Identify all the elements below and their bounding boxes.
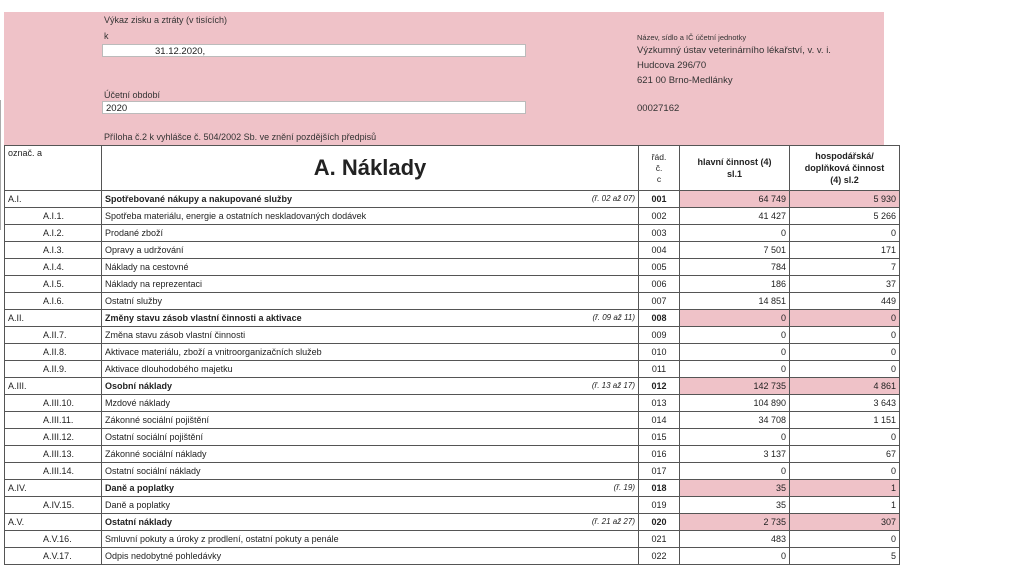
row-code: A.IV. [5, 480, 102, 497]
row-code: A.V.16. [5, 531, 102, 548]
row-economic-activity: 0 [790, 463, 900, 480]
row-range: (ř. 19) [613, 483, 635, 492]
row-main-activity: 64 749 [680, 191, 790, 208]
row-main-activity: 0 [680, 429, 790, 446]
row-text: Náklady na reprezentaci [105, 279, 203, 289]
row-text: Náklady na cestovné [105, 262, 189, 272]
row-number: 008 [639, 310, 680, 327]
row-economic-activity: 3 643 [790, 395, 900, 412]
table-row [5, 293, 900, 310]
table-row [5, 412, 900, 429]
entity-name: Výzkumný ústav veterinárního lékařství, v. v. i. [637, 45, 831, 56]
row-code: A.I.3. [5, 242, 102, 259]
row-range: (ř. 13 až 17) [591, 381, 635, 390]
row-number: 007 [639, 293, 680, 310]
row-code: A.II.7. [5, 327, 102, 344]
row-number: 002 [639, 208, 680, 225]
row-economic-activity: 5 930 [790, 191, 900, 208]
table-header-row [5, 146, 900, 191]
row-text-cell [102, 497, 639, 514]
row-number: 019 [639, 497, 680, 514]
row-main-activity: 7 501 [680, 242, 790, 259]
row-number: 017 [639, 463, 680, 480]
row-economic-activity: 5 [790, 548, 900, 565]
row-economic-activity: 0 [790, 327, 900, 344]
row-text: Daně a poplatky [105, 483, 175, 493]
row-text: Ostatní náklady [105, 517, 173, 527]
row-code: A.I. [5, 191, 102, 208]
row-economic-activity: 1 [790, 480, 900, 497]
row-code: A.III. [5, 378, 102, 395]
row-text: Aktivace materiálu, zboží a vnitroorganizačních služeb [105, 347, 322, 357]
row-text-cell [102, 429, 639, 446]
table-row [5, 395, 900, 412]
table-row [5, 497, 900, 514]
row-main-activity: 2 735 [680, 514, 790, 531]
row-number: 014 [639, 412, 680, 429]
row-economic-activity: 1 [790, 497, 900, 514]
row-range: (ř. 09 až 11) [592, 313, 635, 322]
row-text-cell [102, 242, 639, 259]
row-main-activity: 142 735 [680, 378, 790, 395]
row-text: Změna stavu zásob vlastní činnosti [105, 330, 246, 340]
row-main-activity: 34 708 [680, 412, 790, 429]
row-text-cell [102, 378, 639, 395]
row-code: A.II. [5, 310, 102, 327]
row-range: (ř. 21 až 27) [591, 517, 635, 526]
row-main-activity: 0 [680, 548, 790, 565]
row-number: 021 [639, 531, 680, 548]
row-text-cell [102, 480, 639, 497]
row-economic-activity: 7 [790, 259, 900, 276]
row-main-activity: 483 [680, 531, 790, 548]
table-row [5, 361, 900, 378]
row-number: 001 [639, 191, 680, 208]
row-code: A.IV.15. [5, 497, 102, 514]
row-text-cell [102, 208, 639, 225]
row-text-cell [102, 446, 639, 463]
row-code: A.II.8. [5, 344, 102, 361]
row-text: Změny stavu zásob vlastní činnosti a aktivace [105, 313, 302, 323]
report-title: Výkaz zisku a ztráty (v tisících) [104, 15, 228, 25]
table-row [5, 310, 900, 327]
table-row [5, 446, 900, 463]
table-row [5, 548, 900, 565]
table-row [5, 480, 900, 497]
header-col2-line: hospodářská/ [815, 151, 874, 161]
row-text: Mzdové náklady [105, 398, 171, 408]
row-text: Prodané zboží [105, 228, 164, 238]
row-text: Zákonné sociální náklady [105, 449, 207, 459]
row-economic-activity: 37 [790, 276, 900, 293]
row-text: Osobní náklady [105, 381, 173, 391]
row-range: (ř. 02 až 07) [591, 194, 635, 203]
row-main-activity: 35 [680, 497, 790, 514]
table-row [5, 276, 900, 293]
row-code: A.III.11. [5, 412, 102, 429]
row-text: Odpis nedobytné pohledávky [105, 551, 222, 561]
row-text-cell [102, 191, 639, 208]
row-economic-activity: 171 [790, 242, 900, 259]
row-number: 012 [639, 378, 680, 395]
row-text-cell [102, 395, 639, 412]
row-main-activity: 0 [680, 463, 790, 480]
row-text: Ostatní sociální pojištění [105, 432, 204, 442]
row-text: Opravy a udržování [105, 245, 184, 255]
row-main-activity: 0 [680, 361, 790, 378]
row-economic-activity: 0 [790, 344, 900, 361]
row-text: Ostatní sociální náklady [105, 466, 201, 476]
row-text-cell [102, 514, 639, 531]
row-number: 006 [639, 276, 680, 293]
row-main-activity: 41 427 [680, 208, 790, 225]
header-rad [639, 146, 680, 191]
header-col2-line: (4) sl.2 [830, 175, 859, 185]
row-code: A.III.13. [5, 446, 102, 463]
header-oznac: označ. a [5, 146, 102, 191]
report-header [4, 12, 884, 145]
row-text-cell [102, 327, 639, 344]
table-row [5, 514, 900, 531]
entity-street: Hudcova 296/70 [637, 60, 707, 71]
row-text: Spotřebované nákupy a nakupované služby [105, 194, 293, 204]
row-text-cell [102, 548, 639, 565]
table-row [5, 429, 900, 446]
row-code: A.II.9. [5, 361, 102, 378]
row-economic-activity: 449 [790, 293, 900, 310]
row-number: 004 [639, 242, 680, 259]
row-code: A.V.17. [5, 548, 102, 565]
row-code: A.I.2. [5, 225, 102, 242]
table-row [5, 463, 900, 480]
row-text-cell [102, 463, 639, 480]
row-text-cell [102, 344, 639, 361]
header-col2-line: doplňková činnost [804, 163, 885, 173]
header-rad-line: řád. [651, 151, 667, 162]
header-title: A. Náklady [102, 146, 639, 191]
row-main-activity: 14 851 [680, 293, 790, 310]
table-row [5, 208, 900, 225]
row-main-activity: 104 890 [680, 395, 790, 412]
row-number: 010 [639, 344, 680, 361]
row-number: 018 [639, 480, 680, 497]
row-number: 011 [639, 361, 680, 378]
row-economic-activity: 0 [790, 310, 900, 327]
table-row [5, 259, 900, 276]
date-label: k [104, 31, 109, 41]
row-code: A.V. [5, 514, 102, 531]
row-economic-activity: 67 [790, 446, 900, 463]
header-rad-line: č. [655, 162, 663, 173]
row-code: A.I.5. [5, 276, 102, 293]
row-text: Zákonné sociální pojištění [105, 415, 210, 425]
row-number: 016 [639, 446, 680, 463]
row-economic-activity: 0 [790, 361, 900, 378]
period-label: Účetní období [104, 90, 161, 100]
row-economic-activity: 307 [790, 514, 900, 531]
row-code: A.III.10. [5, 395, 102, 412]
row-number: 022 [639, 548, 680, 565]
row-economic-activity: 0 [790, 429, 900, 446]
table-row [5, 327, 900, 344]
table-row [5, 191, 900, 208]
row-number: 003 [639, 225, 680, 242]
table-row [5, 344, 900, 361]
row-number: 013 [639, 395, 680, 412]
row-text-cell [102, 531, 639, 548]
row-main-activity: 0 [680, 344, 790, 361]
row-text-cell [102, 361, 639, 378]
row-main-activity: 0 [680, 225, 790, 242]
row-text: Daně a poplatky [105, 500, 171, 510]
row-main-activity: 3 137 [680, 446, 790, 463]
row-economic-activity: 4 861 [790, 378, 900, 395]
row-economic-activity: 5 266 [790, 208, 900, 225]
entity-ic: 00027162 [637, 103, 680, 114]
table-row [5, 225, 900, 242]
row-text: Smluvní pokuty a úroky z prodlení, ostatní pokuty a penále [105, 534, 339, 544]
header-col1 [680, 146, 790, 191]
header-rad-line: c [656, 173, 662, 184]
row-text-cell [102, 259, 639, 276]
row-number: 005 [639, 259, 680, 276]
header-col1-line: hlavní činnost (4) [697, 157, 772, 167]
row-number: 015 [639, 429, 680, 446]
row-code: A.I.6. [5, 293, 102, 310]
row-code: A.I.1. [5, 208, 102, 225]
row-main-activity: 186 [680, 276, 790, 293]
row-text-cell [102, 310, 639, 327]
row-text-cell [102, 276, 639, 293]
row-main-activity: 784 [680, 259, 790, 276]
row-economic-activity: 0 [790, 531, 900, 548]
row-text-cell [102, 412, 639, 429]
row-economic-activity: 1 151 [790, 412, 900, 429]
row-code: A.I.4. [5, 259, 102, 276]
period-field: 2020 [102, 101, 526, 114]
table-row [5, 242, 900, 259]
header-col1-line: sl.1 [726, 169, 742, 179]
row-code: A.III.14. [5, 463, 102, 480]
row-code: A.III.12. [5, 429, 102, 446]
row-text-cell [102, 293, 639, 310]
date-field: 31.12.2020, [102, 44, 526, 57]
row-number: 009 [639, 327, 680, 344]
row-text: Aktivace dlouhodobého majetku [105, 364, 233, 374]
table-row [5, 378, 900, 395]
row-economic-activity: 0 [790, 225, 900, 242]
row-text-cell [102, 225, 639, 242]
entity-city: 621 00 Brno-Medlánky [637, 75, 733, 86]
row-text: Ostatní služby [105, 296, 163, 306]
header-col2 [790, 146, 900, 191]
appendix-note: Příloha č.2 k vyhlášce č. 504/2002 Sb. ve znění pozdějších předpisů [104, 132, 377, 142]
entity-label: Název, sídlo a IČ účetní jednotky [637, 33, 747, 42]
row-main-activity: 0 [680, 327, 790, 344]
table-row [5, 531, 900, 548]
row-main-activity: 0 [680, 310, 790, 327]
row-main-activity: 35 [680, 480, 790, 497]
row-text: Spotřeba materiálu, energie a ostatních neskladovaných dodávek [105, 211, 367, 221]
row-number: 020 [639, 514, 680, 531]
costs-table [4, 145, 900, 565]
